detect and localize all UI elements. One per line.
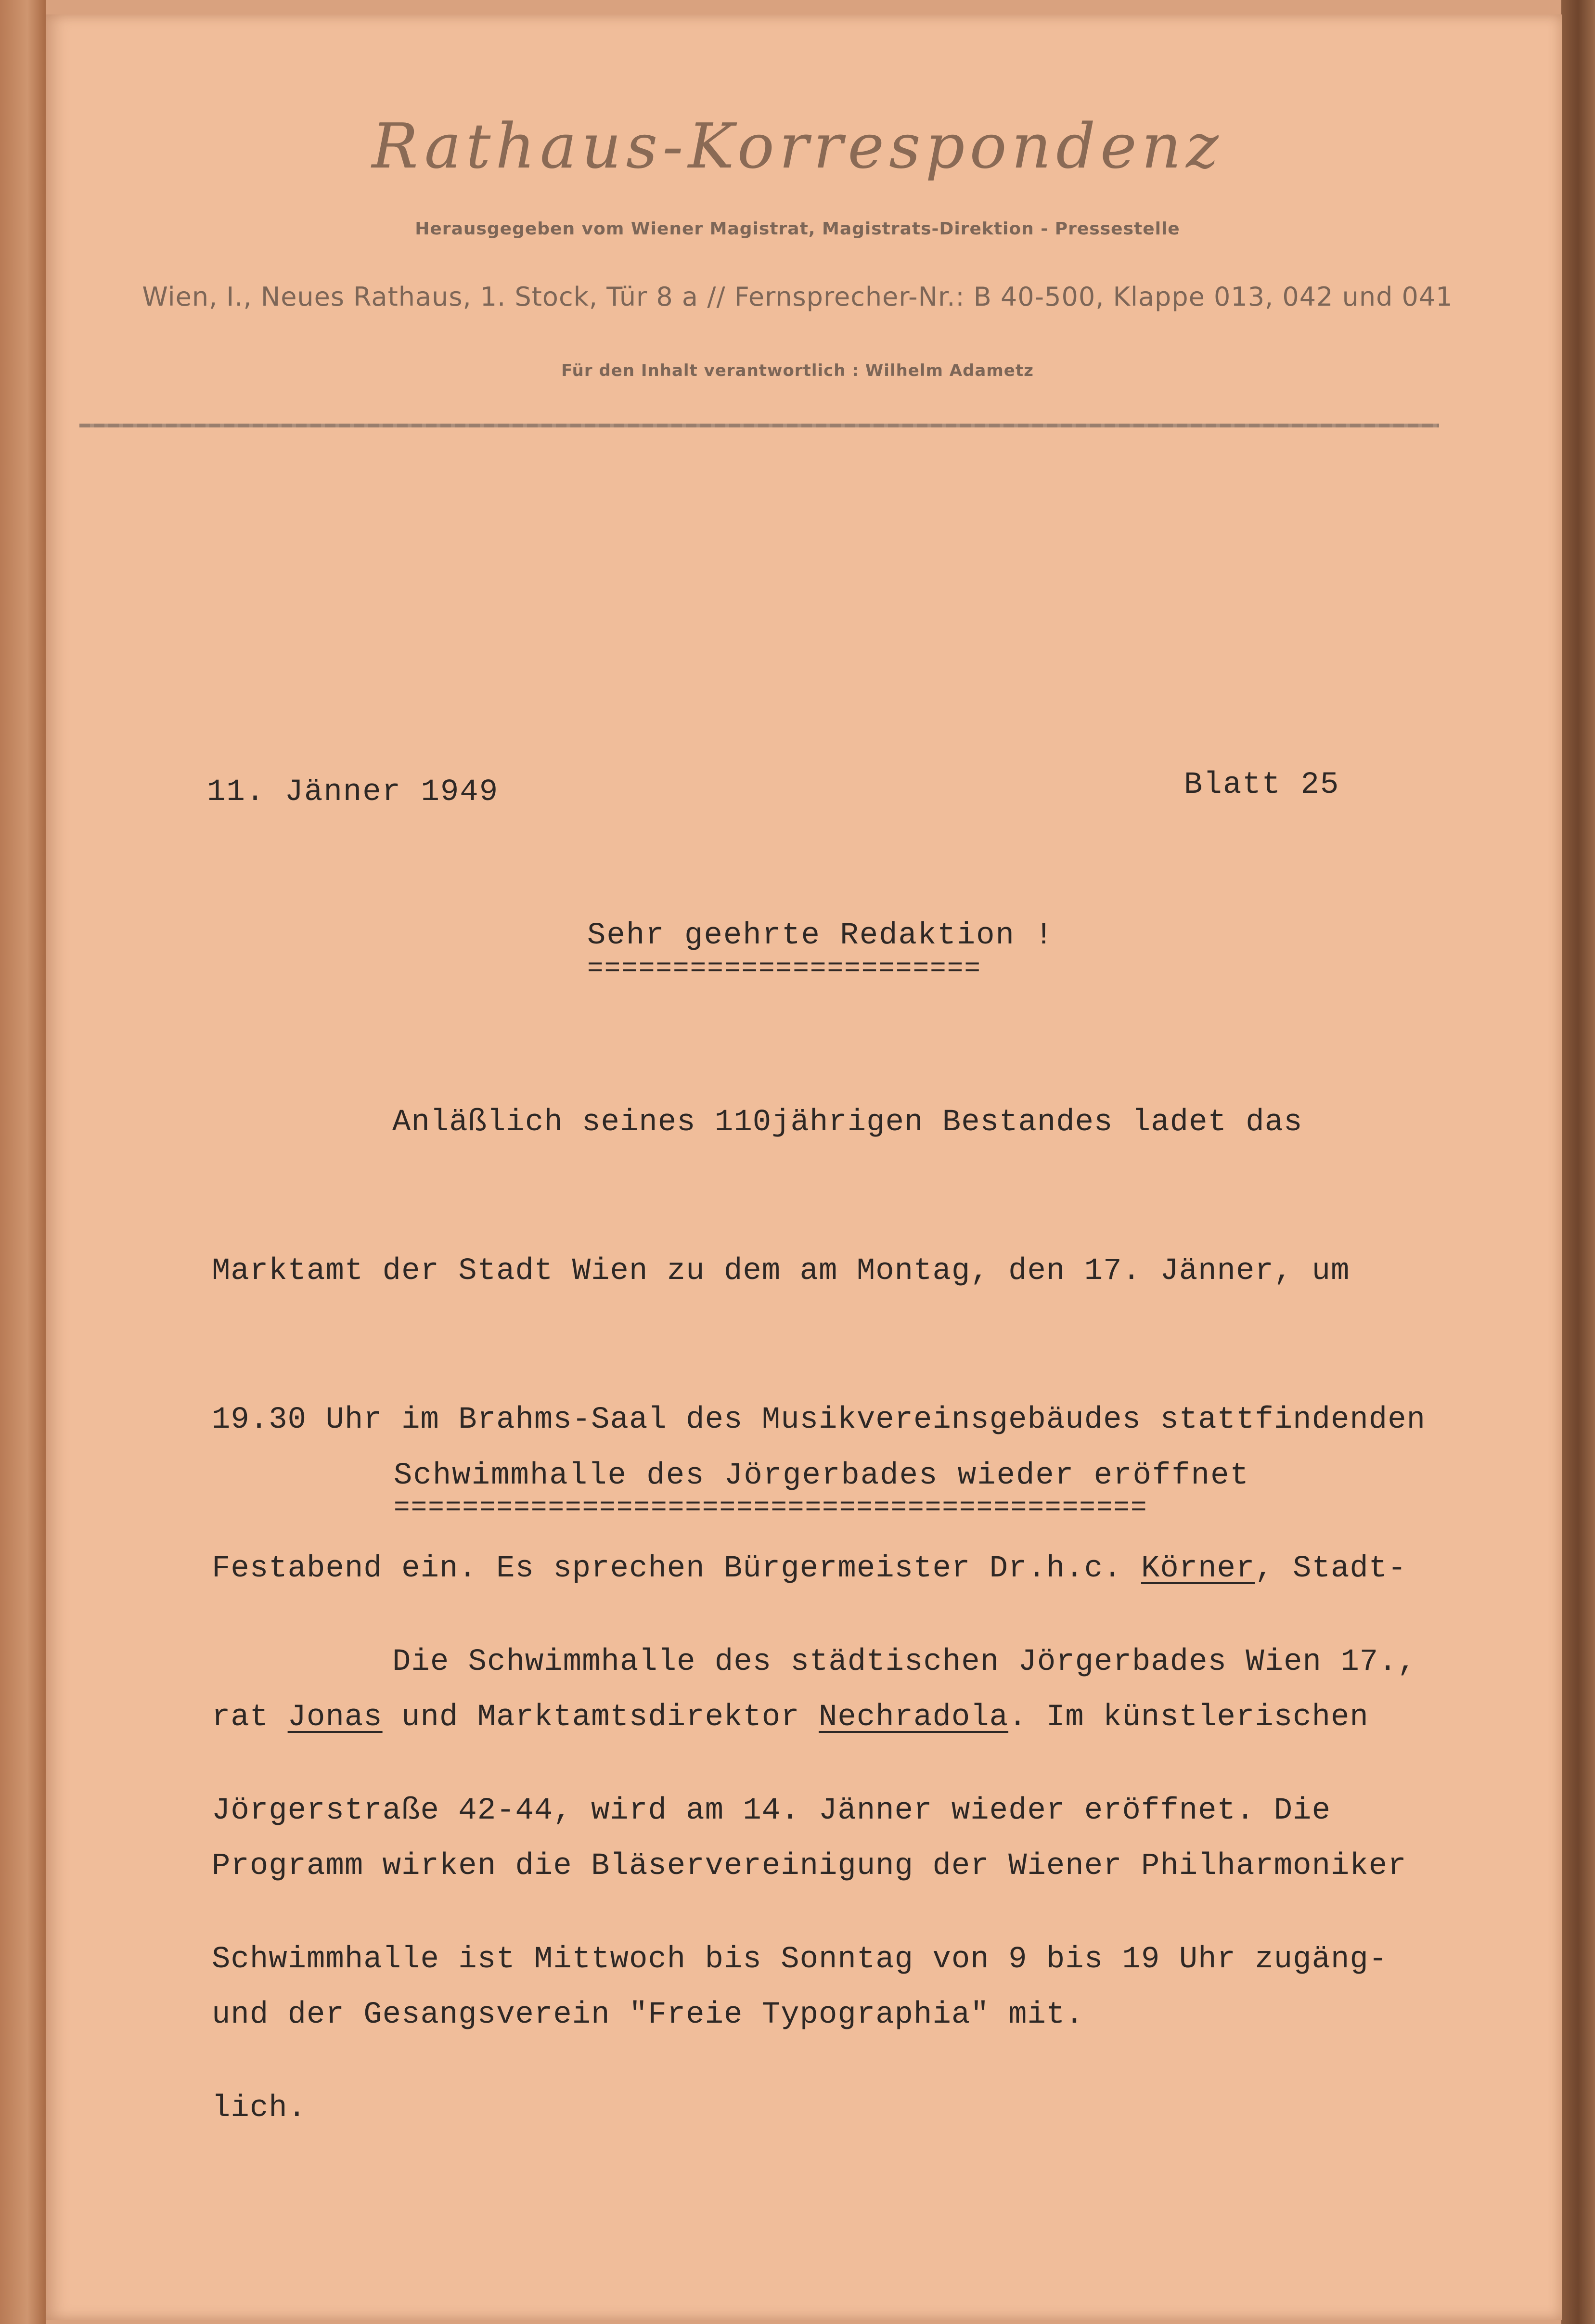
item1-line-6: Programm wirken die Bläservereinigung der Wiener Philharmoniker	[212, 1849, 1407, 1884]
masthead-divider	[79, 424, 1439, 427]
item1-line-2: Marktamt der Stadt Wien zu dem am Montag, den 17. Jänner, um	[212, 1254, 1350, 1289]
item2-line-4: lich.	[212, 2091, 307, 2126]
item1-line-3: 19.30 Uhr im Brahms-Saal des Musikvereinsgebäudes stattfindenden	[212, 1403, 1426, 1437]
item2-line-1: Die Schwimmhalle des städtischen Jörgerbades Wien 17.,	[392, 1645, 1416, 1679]
masthead-title: Rathaus-Korrespondenz	[372, 111, 1223, 182]
news-item-2-heading: Schwimmhalle des Jörgerbades wieder eröffnet	[394, 1459, 1249, 1493]
binding-edge-left	[0, 0, 46, 2324]
news-item-2-underline: ============================================	[394, 1492, 1148, 1523]
masthead-responsible: Für den Inhalt verantwortlich : Wilhelm Adametz	[561, 361, 1034, 380]
masthead-address: Wien, I., Neues Rathaus, 1. Stock, Tür 8 a // Fernsprecher-Nr.: B 40-500, Klappe 013, 042 und 041	[142, 282, 1453, 312]
masthead-publisher: Herausgegeben vom Wiener Magistrat, Magistrats-Direktion - Pressestelle	[415, 219, 1180, 239]
salutation-underline: =======================	[587, 953, 981, 984]
document-date: 11. Jänner 1949	[207, 775, 499, 810]
sheet-number: Blatt 25	[1184, 768, 1340, 802]
item1-line-4: Festabend ein. Es sprechen Bürgermeister Dr.h.c. Körner, Stadt-	[212, 1551, 1407, 1586]
binding-edge-right	[1561, 0, 1595, 2324]
name-jonas: Jonas	[287, 1700, 383, 1735]
name-koerner: Körner	[1141, 1551, 1255, 1586]
item1-line-7: und der Gesangsverein "Freie Typographia" mit.	[212, 1998, 1084, 2032]
item2-line-2: Jörgerstraße 42-44, wird am 14. Jänner wieder eröffnet. Die	[212, 1794, 1331, 1828]
salutation: Sehr geehrte Redaktion !	[587, 918, 1054, 953]
name-nechradola: Nechradola	[819, 1700, 1009, 1735]
item1-line-1: Anläßlich seines 110jährigen Bestandes ladet das	[392, 1105, 1303, 1140]
item2-line-3: Schwimmhalle ist Mittwoch bis Sonntag von 9 bis 19 Uhr zugäng-	[212, 1942, 1388, 1977]
news-item-2-body	[212, 1538, 1416, 2183]
item1-line-5: rat Jonas und Marktamtsdirektor Nechradola. Im künstlerischen	[212, 1700, 1369, 1735]
